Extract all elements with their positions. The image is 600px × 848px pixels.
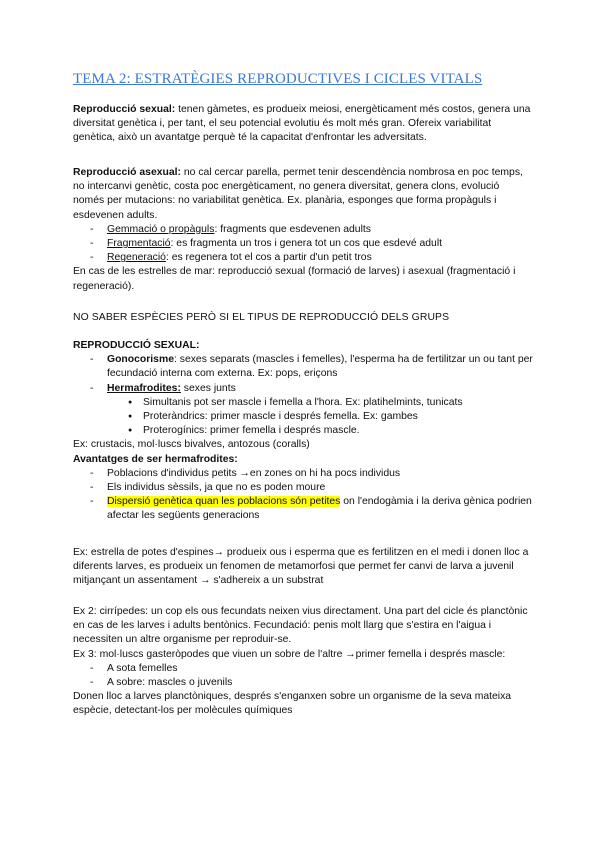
hermaphrodite-types-list bbox=[73, 396, 533, 439]
sexual-paragraph bbox=[73, 103, 533, 146]
list-item: - Fragmentació: es fragmenta un tros i genera tot un cos que esdevé adult bbox=[73, 237, 533, 251]
asexual-list bbox=[73, 223, 533, 266]
asexual-label: Reproducció asexual: bbox=[73, 167, 181, 178]
sexual-text: tenen gàmetes, es produeix meiosi, energèticament més costos, genera una diversitat genètica i, per tant, el seu potencial evolutiu és molt més gran. Ofereix variabilitat genètica, això un avantatge perquè té la capacitat d'enfrontar les adversitats. bbox=[73, 104, 531, 144]
sexual-label: Reproducció sexual: bbox=[73, 104, 176, 115]
list-item: ● Simultanis pot ser mascle i femella a l'hora. Ex: platihelmints, tunicats bbox=[73, 396, 533, 410]
list-item: - Gonocorisme: sexes separats (mascles i femelles), l'esperma ha de fertilitzar un ou tant per fecundació interna com externa. Ex: pops, eriçons bbox=[73, 353, 533, 381]
example-2: Ex 2: cirrípedes: un cop els ous fecundats neixen vius directament. Una part del cicle és planctònic en cas de les larves i adults bentònics. Fecundació: penis molt llarg que s'estira en l'aigua i necessiten un altre organisme per reproduir-se. bbox=[73, 606, 528, 646]
example-2-3-section bbox=[73, 605, 533, 719]
list-item: - A sobre: mascles o juvenils bbox=[73, 676, 533, 690]
example-3: Ex 3: mol·luscs gasteròpodes que viuen un sobre de l'altre →primer femella i després mascle: bbox=[73, 648, 506, 660]
list-item: - Els individus sèssils, ja que no es poden moure bbox=[73, 481, 533, 495]
highlighted-text: Dispersió genètica quan les poblacions són petites bbox=[107, 496, 341, 508]
list-item: - Dispersió genètica quan les poblacions són petites on l'endogàmia i la deriva gènica podrien afectar les següents generacions bbox=[73, 495, 533, 523]
list-item: - Regeneració: es regenera tot el cos a partir d'un petit tros bbox=[73, 251, 533, 265]
sexual-reproduction-section bbox=[73, 339, 533, 524]
list-item: ● Proterogínics: primer femella i després mascle. bbox=[73, 424, 533, 438]
advantages-list bbox=[73, 467, 533, 524]
list-item: - Gemmació o propàguls: fragments que esdevenen adults bbox=[73, 223, 533, 237]
caps-note: NO SABER ESPÈCIES PERÒ SI EL TIPUS DE REPRODUCCIÓ DELS GRUPS bbox=[73, 312, 450, 323]
asexual-note: En cas de les estrelles de mar: reproducció sexual (formació de larves) i asexual (fragmentació i regeneració). bbox=[73, 266, 516, 292]
examples-line: Ex: crustacis, mol·luscs bivalves, antozous (coralls) bbox=[73, 439, 310, 451]
example-3-list bbox=[73, 662, 533, 690]
advantages-heading: Avantatges de ser hermafrodites: bbox=[73, 453, 238, 465]
list-item: - Hermafrodites: sexes junts bbox=[73, 382, 533, 396]
page-title: TEMA 2: ESTRATÈGIES REPRODUCTIVES I CICLES VITALS bbox=[73, 71, 483, 87]
example-1: Ex: estrella de potes d'espines→ produeix ous i esperma que es fertilitzen en el medi i donen lloc a diferents larves, es produeix un fenomen de metamorfosi que permet fer canvi de larva a juvenil mitjançant un assentament → s'adhereix a un substrat bbox=[73, 547, 529, 587]
list-item: ● Proteràndrics: primer mascle i després femella. Ex: gambes bbox=[73, 410, 533, 424]
final-paragraph: Donen lloc a larves planctòniques, després s'enganxen sobre un organisme de la seva mateixa espècie, detectant-los per molècules químiques bbox=[73, 691, 512, 717]
sexual-types-list bbox=[73, 353, 533, 396]
list-item: - Poblacions d'individus petits →en zones on hi ha pocs individus bbox=[73, 467, 533, 481]
list-item: - A sota femelles bbox=[73, 662, 533, 676]
section-heading: REPRODUCCIÓ SEXUAL: bbox=[73, 340, 200, 351]
asexual-section bbox=[73, 166, 533, 294]
asexual-text: no cal cercar parella, permet tenir descendència nombrosa en poc temps, no intercanvi genètic, costa poc energèticament, no genera diversitat, genera clons, evolució només per mutacions: no variabilitat genètica. Ex. planària, esponges que forma propàguls i esdevenen adults. bbox=[73, 167, 523, 221]
